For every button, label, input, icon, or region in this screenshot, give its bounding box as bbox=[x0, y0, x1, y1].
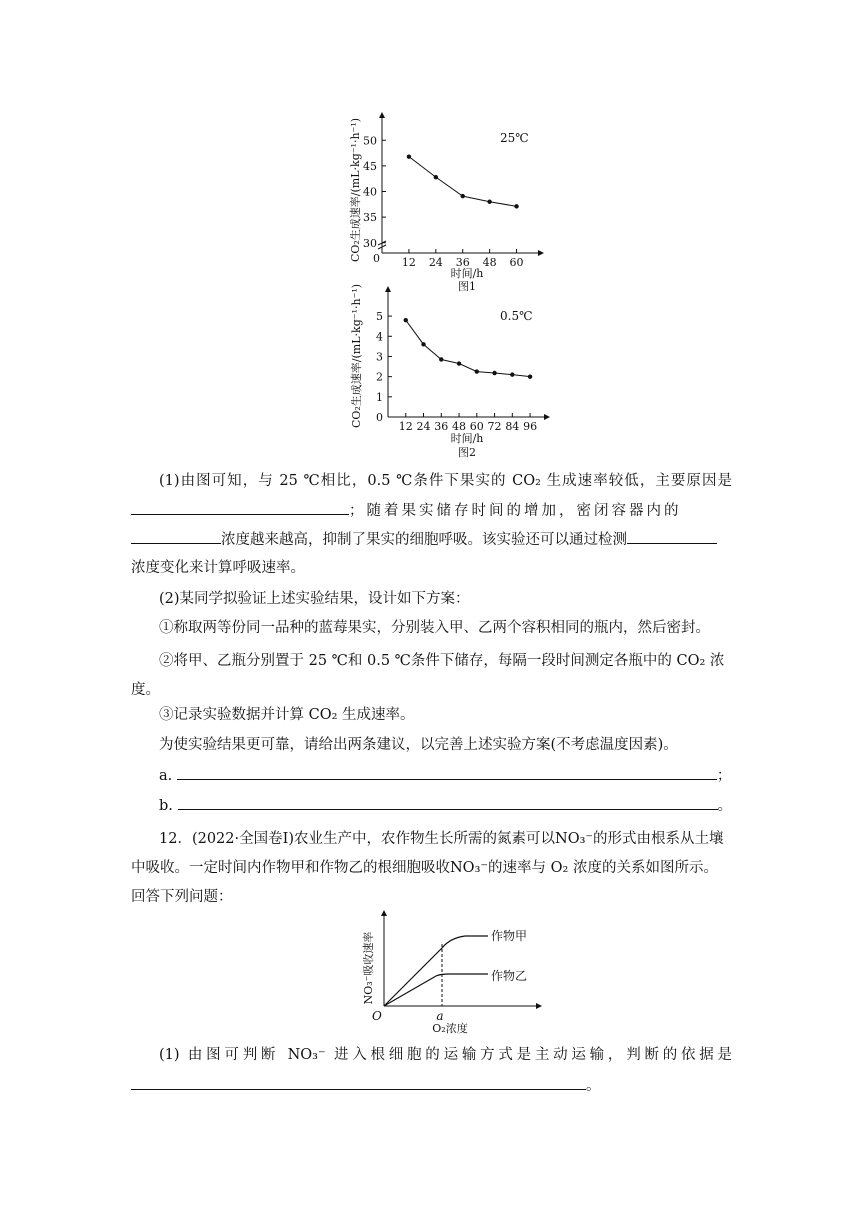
chart2-annotation: 0.5℃ bbox=[500, 309, 533, 323]
y-tick-label: 35 bbox=[363, 211, 377, 225]
y-tick-label: 45 bbox=[363, 159, 377, 173]
x-tick-label: 60 bbox=[469, 420, 484, 433]
question-11-part1-line1: (1)由图可知，与 25 ℃相比，0.5 ℃条件下果实的 CO₂ 生成速率较低，主要原因是 bbox=[159, 473, 732, 489]
curve-crop-a bbox=[384, 936, 488, 1006]
y-axis-arrow bbox=[379, 112, 385, 118]
chart3-y-label: NO₃⁻吸收速率 bbox=[362, 931, 375, 1005]
data-point bbox=[404, 318, 408, 322]
question-12-stem: 12．(2022·全国卷Ⅰ)农业生产中，农作物生长所需的氮素可以NO₃⁻的形式由根系从土壤中吸收。一定时间内作物甲和作物乙的根细胞吸收NO₃⁻的速率与 O₂ 浓度的关系如图所示。回答下列问题： bbox=[131, 831, 724, 905]
answer-line-a: a. ； bbox=[159, 765, 732, 786]
x-tick-label: 96 bbox=[523, 420, 538, 433]
question-11-part1-line4: 浓度变化来计算呼吸速率。 bbox=[131, 560, 305, 576]
step-2: ②将甲、乙瓶分别置于 25 ℃和 0.5 ℃条件下储存，每隔一段时间测定各瓶中的 CO₂ 浓度。 bbox=[131, 653, 725, 698]
x-tick-label: 24 bbox=[416, 420, 431, 433]
x-axis-arrow bbox=[538, 250, 544, 256]
x-tick-label: 60 bbox=[509, 256, 524, 269]
question-12-part1-line2: 。 bbox=[131, 1075, 732, 1096]
answer-blank-a[interactable] bbox=[177, 765, 717, 780]
x-tick-label: 36 bbox=[455, 256, 470, 269]
y-tick-label: 4 bbox=[376, 330, 383, 344]
advice-prompt: 为使实验结果更可靠，请给出两条建议，以完善上述实验方案(不考虑温度因素)。 bbox=[159, 737, 678, 753]
data-point bbox=[439, 357, 443, 361]
x-tick-label: 48 bbox=[482, 256, 497, 269]
data-point bbox=[457, 361, 461, 365]
data-point bbox=[461, 194, 465, 198]
data-point bbox=[434, 175, 438, 179]
x-axis-arrow bbox=[544, 414, 550, 420]
series-line bbox=[406, 320, 530, 377]
y-tick-label: 5 bbox=[376, 310, 383, 324]
answer-blank[interactable] bbox=[131, 500, 349, 515]
y-axis-arrow bbox=[385, 286, 391, 292]
chart-figure-1 bbox=[340, 108, 550, 293]
data-point bbox=[487, 200, 491, 204]
data-point bbox=[528, 374, 532, 378]
y-tick-label: 50 bbox=[363, 134, 377, 148]
data-point bbox=[421, 342, 425, 346]
chart2-y-label: CO₂生成速率/(mL·kg⁻¹·h⁻¹) bbox=[350, 284, 363, 429]
x-tick-label: 84 bbox=[505, 420, 520, 433]
question-11-part1-line2: ；随着果实储存时间的增加，密闭容器内的 bbox=[131, 500, 732, 521]
x-tick-label: 36 bbox=[434, 420, 449, 433]
chart1-y-label: CO₂生成速率/(mL·kg⁻¹·h⁻¹) bbox=[349, 117, 362, 263]
data-point bbox=[475, 369, 479, 373]
answer-blank[interactable] bbox=[627, 529, 717, 544]
series-line bbox=[409, 157, 517, 207]
data-point bbox=[492, 371, 496, 375]
legend-crop-a: 作物甲 bbox=[491, 929, 528, 943]
y-axis-arrow bbox=[381, 910, 387, 916]
y-tick-label: 3 bbox=[376, 350, 383, 364]
x-tick-label: 48 bbox=[452, 420, 467, 433]
chart3-a-label: a bbox=[436, 1009, 444, 1023]
y-tick-label: 30 bbox=[363, 236, 377, 250]
y-tick-label: 1 bbox=[376, 390, 383, 404]
chart1-title: 图1 bbox=[458, 280, 476, 293]
x-tick-label: 24 bbox=[428, 256, 443, 269]
chart1-annotation: 25℃ bbox=[500, 131, 529, 145]
legend-crop-b: 作物乙 bbox=[491, 969, 528, 983]
step-1: ①称取两等份同一品种的蓝莓果实，分别装入甲、乙两个容积相同的瓶内，然后密封。 bbox=[159, 620, 710, 636]
data-point bbox=[510, 372, 514, 376]
answer-blank[interactable] bbox=[131, 529, 221, 544]
data-point bbox=[407, 154, 411, 158]
data-point bbox=[514, 204, 518, 208]
step-3: ③记录实验数据并计算 CO₂ 生成速率。 bbox=[159, 707, 415, 723]
chart1-x-label: 时间/h bbox=[450, 267, 484, 280]
chart-figure-3 bbox=[350, 908, 550, 1038]
x-tick-label: 72 bbox=[487, 420, 502, 433]
x-axis-arrow bbox=[536, 1003, 542, 1009]
y-tick-label: 40 bbox=[363, 185, 377, 199]
chart1-origin-label: 0 bbox=[373, 252, 380, 265]
chart2-x-label: 时间/h bbox=[450, 432, 484, 445]
question-11-part2: (2)某同学拟验证上述实验结果，设计如下方案： bbox=[159, 591, 470, 607]
answer-blank-b[interactable] bbox=[178, 795, 718, 810]
x-tick-label: 12 bbox=[398, 420, 413, 433]
question-12-part1-line1: (1) 由图可判断 NO₃⁻ 进入根细胞的运输方式是主动运输，判断的依据是 bbox=[159, 1047, 732, 1063]
chart2-title: 图2 bbox=[458, 446, 476, 459]
x-tick-label: 12 bbox=[401, 256, 416, 269]
answer-line-b: b. 。 bbox=[159, 795, 732, 816]
chart-figure-2 bbox=[340, 284, 550, 462]
question-11-part1-line3: 浓度越来越高，抑制了果实的细胞呼吸。该实验还可以通过检测 bbox=[131, 529, 732, 550]
chart3-x-label: O₂浓度 bbox=[432, 1022, 468, 1035]
y-tick-label: 2 bbox=[376, 370, 383, 384]
chart3-origin-label: O bbox=[372, 1009, 382, 1023]
answer-blank[interactable] bbox=[131, 1075, 586, 1090]
y-tick-label: 0 bbox=[376, 411, 383, 424]
